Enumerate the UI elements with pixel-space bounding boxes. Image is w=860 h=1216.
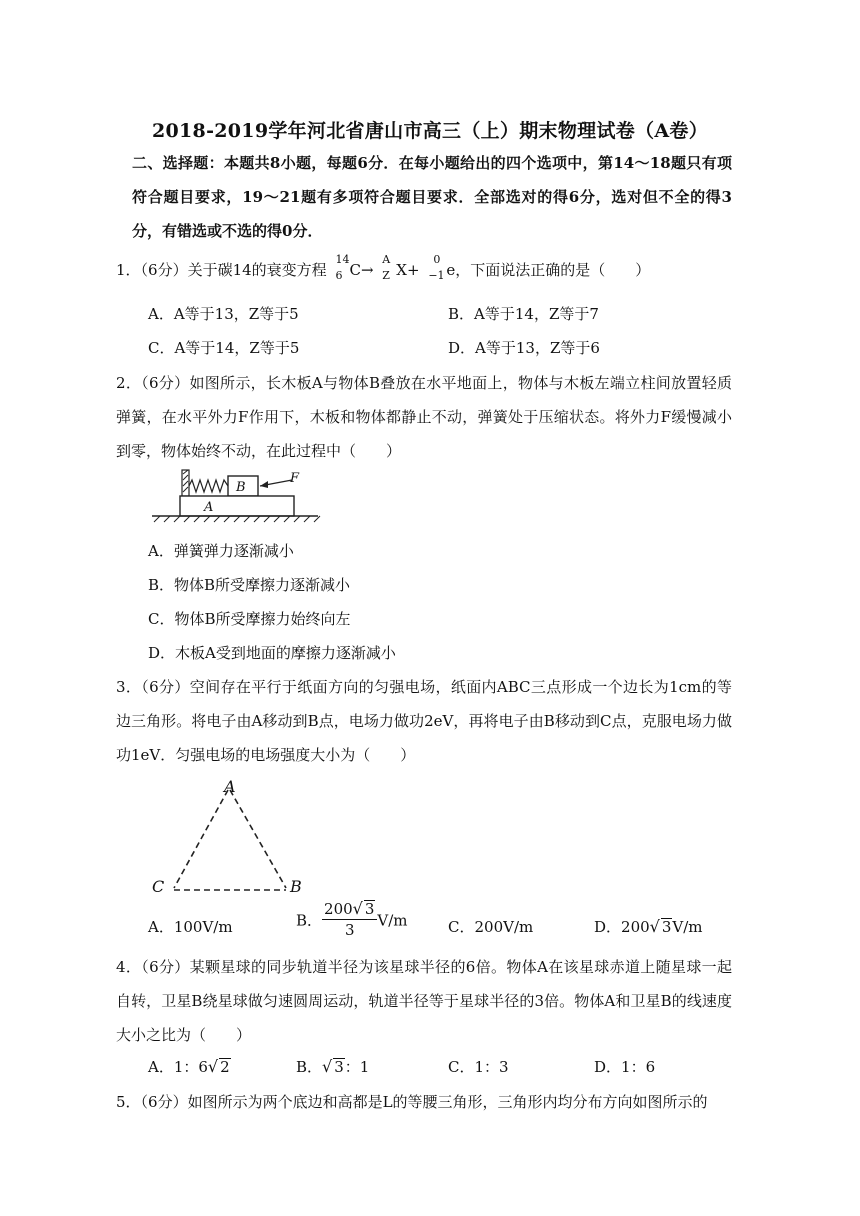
- question-2: [116, 366, 732, 468]
- question-score: （6分）: [141, 958, 190, 976]
- option-b: B．物体B所受摩擦力逐渐减小: [148, 576, 351, 594]
- option-d: D．1：6: [594, 1058, 656, 1076]
- spring-block-figure: [150, 466, 330, 526]
- question-score: （6分）: [140, 1093, 188, 1111]
- question-number: 1．: [116, 261, 141, 279]
- question-stem: 如图所示为两个底边和高都是L的等腰三角形，三角形内均分布方向如图所示的: [187, 1093, 708, 1111]
- fraction: $\frac{200√ 3}{3}$: [322, 899, 377, 940]
- option-b: B． $\frac{200√ 3}{3}$ V/m: [296, 899, 408, 939]
- carbon-nuclide: 14 6: [335, 253, 350, 282]
- question-number: 5．: [116, 1093, 141, 1111]
- electron-nuclide: 0 −1: [428, 253, 445, 282]
- option-d: D．200√ 3V/m: [594, 917, 703, 936]
- question-number: 2．: [116, 374, 142, 392]
- x-nuclide: A Z: [382, 253, 391, 282]
- question-number: 3．: [116, 678, 142, 696]
- question-stem: 某颗星球的同步轨道半径为该星球半径的6倍。物体A在该星球赤道上随星球一起自转，卫星B绕星球做匀速圆周运动，轨道半径等于星球半径的3倍。物体A和卫星B的线速度大小之比为（ ）: [116, 958, 733, 1044]
- section-heading: 二、选择题：本题共8小题，每题6分．在每小题给出的四个选项中，第14～18题只有项符合题目要求，19～21题有多项符合题目要求．全部选对的得6分，选对但不全的得3分，有错选或不选的得0分．: [132, 154, 732, 240]
- carbon-symbol: C→: [349, 261, 374, 279]
- option-b: B．A等于14，Z等于7: [448, 305, 599, 323]
- option-a: A．1：6√ 2: [148, 1057, 230, 1076]
- electron-symbol: e: [446, 261, 456, 279]
- option-a: A．A等于13，Z等于5: [148, 305, 299, 323]
- option-c: C．物体B所受摩擦力始终向左: [148, 610, 351, 628]
- x-symbol: X+: [396, 261, 420, 279]
- question-score: （6分）: [141, 374, 190, 392]
- vertex-c-label: C: [152, 877, 165, 896]
- question-4: [116, 950, 732, 1052]
- option-a: A．弹簧弹力逐渐减小: [148, 542, 294, 560]
- question-score: （6分）: [140, 261, 188, 279]
- board-a-label: A: [204, 500, 214, 515]
- option-d: D．A等于13，Z等于6: [448, 339, 600, 357]
- block-b-label: B: [236, 480, 246, 495]
- option-c: C．200V/m: [448, 918, 534, 936]
- option-c: C．1：3: [448, 1058, 509, 1076]
- vertex-a-label: A: [224, 778, 236, 796]
- question-stem-end: ，下面说法正确的是（ ）: [455, 261, 651, 279]
- question-stem: 如图所示，长木板A与物体B叠放在水平地面上，物体与木板左端立柱间放置轻质弹簧，在水平外力F作用下，木板和物体都静止不动，弹簧处于压缩状态。将外力F缓慢减小到零，物体始终不动，在此过程中（ ）: [116, 374, 733, 460]
- question-3: [116, 670, 732, 772]
- option-b: B．√ 3：1: [296, 1057, 370, 1076]
- option-d: D．木板A受到地面的摩擦力逐渐减小: [148, 644, 396, 662]
- question-5: [116, 1091, 708, 1113]
- vertex-b-label: B: [290, 877, 302, 896]
- exam-title: 2018-2019学年河北省唐山市高三（上）期末物理试卷（A卷）: [152, 120, 708, 142]
- question-stem: 空间存在平行于纸面方向的匀强电场，纸面内ABC三点形成一个边长为1cm的等边三角形。将电子由A移动到B点，电场力做功2eV，再将电子由B移动到C点，克服电场力做功1eV．匀强电场的电场强度大小为（ ）: [116, 678, 732, 764]
- triangle-abc-figure: [146, 778, 316, 898]
- force-f-label: F: [290, 471, 300, 486]
- question-1: [116, 253, 651, 286]
- question-number: 4．: [116, 958, 142, 976]
- question-stem: 关于碳14的衰变方程: [187, 261, 327, 279]
- question-score: （6分）: [141, 678, 190, 696]
- option-a: A．100V/m: [148, 918, 233, 936]
- option-c: C．A等于14，Z等于5: [148, 339, 300, 357]
